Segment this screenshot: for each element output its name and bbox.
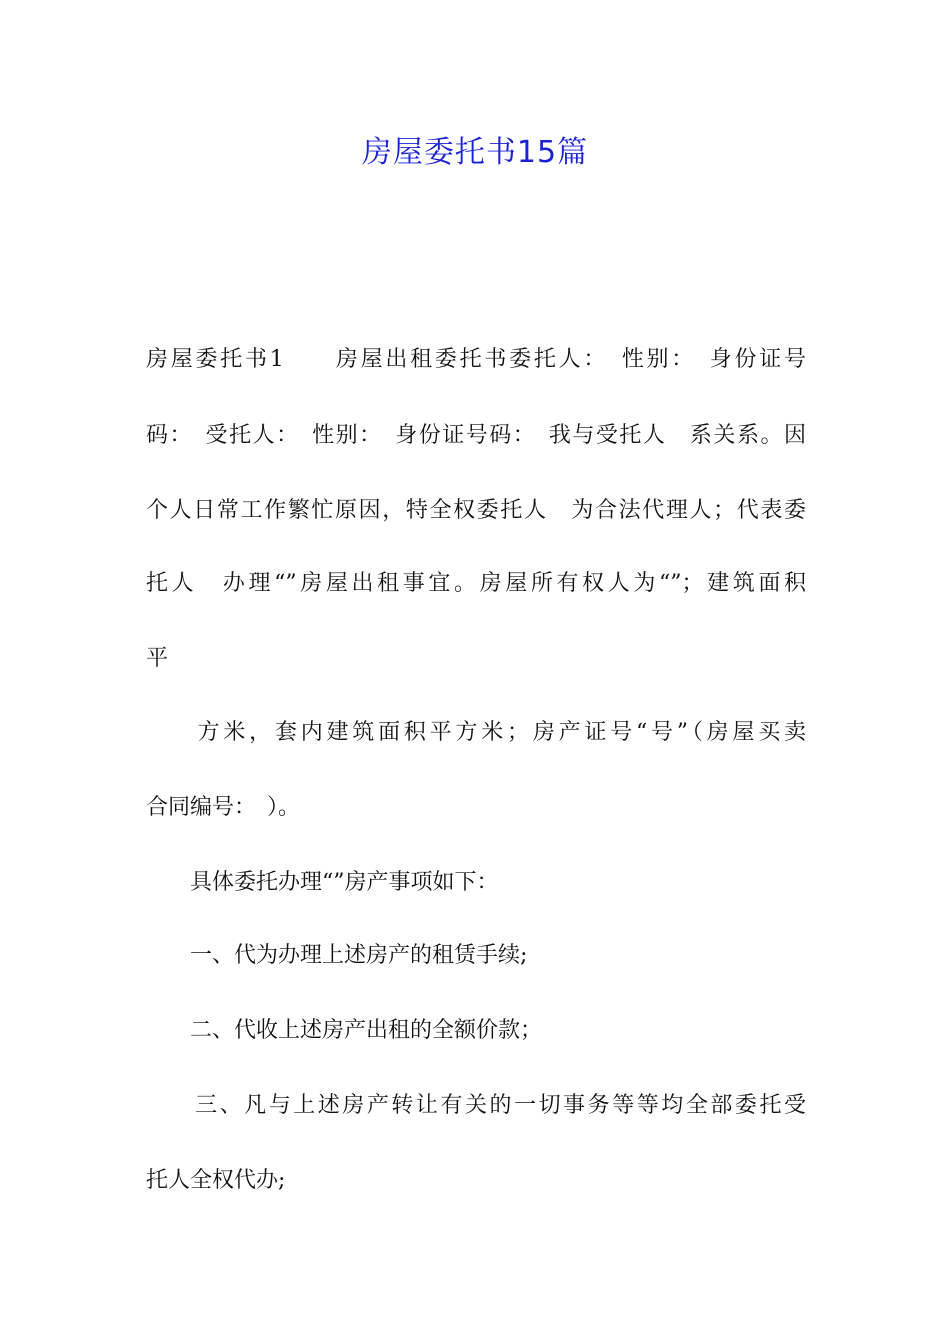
body-line-11: 三、凡与上述房产转让有关的一切事务等等均全部委托受 <box>146 1093 806 1118</box>
body-line-4: 托人 办理“”房屋出租事宜。房屋所有权人为“”；建筑面积 <box>146 571 806 596</box>
body-line-2: 码： 受托人： 性别： 身份证号码： 我与受托人 系关系。因 <box>146 423 806 448</box>
body-line-1: 房屋委托书1 房屋出租委托书委托人： 性别： 身份证号 <box>146 347 806 372</box>
body-line-6: 方米，套内建筑面积平方米；房产证号“号”（房屋买卖 <box>146 720 806 745</box>
body-line-5: 平 <box>146 646 169 671</box>
body-line-10: 二、代收上述房产出租的全额价款； <box>146 1018 543 1043</box>
body-line-12: 托人全权代办; <box>146 1168 286 1193</box>
body-line-7: 合同编号： ）。 <box>146 795 301 820</box>
document-title: 房屋委托书15篇 <box>361 135 589 170</box>
body-line-3: 个人日常工作繁忙原因，特全权委托人 为合法代理人；代表委 <box>146 498 806 523</box>
body-line-8: 具体委托办理“”房产事项如下： <box>146 870 499 895</box>
body-line-9: 一、代为办理上述房产的租赁手续; <box>146 943 528 968</box>
